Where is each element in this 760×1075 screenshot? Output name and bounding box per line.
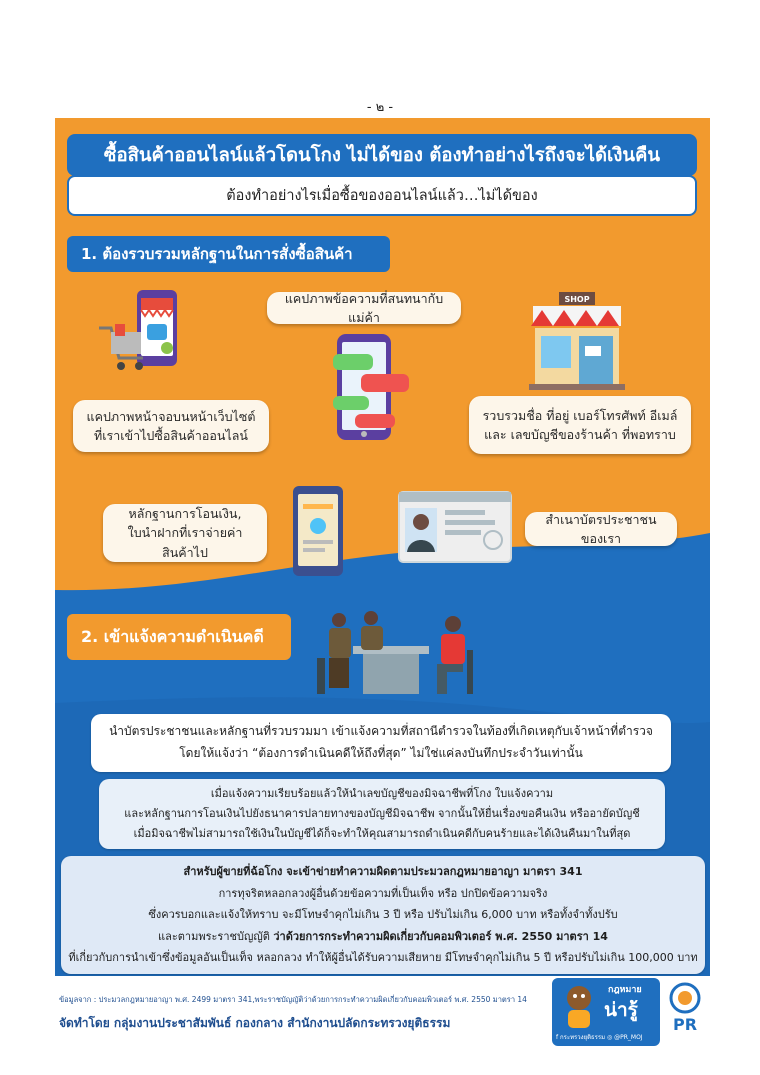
- page-number: - ๒ -: [366, 100, 394, 115]
- transfer-line2: ใบนำฝากที่เราจ่ายค่าสินค้าไป: [127, 525, 243, 560]
- transfer-line1: หลักฐานการโอนเงิน,: [128, 505, 242, 521]
- report-instruction-box: [91, 714, 671, 772]
- legal-penalty-line4-bold: ว่าด้วยการกระทำความผิดเกี่ยวกับคอมพิวเตอร์ พ.ศ. 2550 มาตรา 14: [273, 929, 608, 943]
- poster-footer: [55, 976, 710, 1046]
- chat-phone-icon: [325, 332, 425, 444]
- shop-info-line2: และ เลขบัญชีของร้านค้า ที่พอทราบ: [484, 427, 676, 442]
- id-card-icon: [397, 490, 513, 564]
- legal-penalty-line5: ที่เกี่ยวกับการนำเข้าซึ่งข้อมูลอันเป็นเท็จ หลอกลวง ทำให้ผู้อื่นได้รับความเสียหาย มีโทษจำคุกไม่เกิน 5 ปี หรือปรับไม่เกิน 100,000 บาท: [68, 951, 698, 965]
- capture-chat-card: [267, 292, 461, 324]
- legal-penalty-line4: [68, 926, 697, 947]
- legal-penalty-box: [61, 856, 705, 974]
- legal-penalty-line3: ซึ่งควรบอกและแจ้งให้ทราบ จะมีโทษจำคุกไม่เกิน 3 ปี หรือ ปรับไม่เกิน 6,000 บาท หรือทั้งจำทั้งปรับ: [148, 908, 618, 922]
- logo-main-text: น่ารู้: [604, 999, 638, 1021]
- shopping-phone-icon: [97, 288, 192, 388]
- shop-info-line1: รวบรวมชื่อ ที่อยู่ เบอร์โทรศัพท์ อีเมล์: [482, 407, 678, 423]
- infographic-poster: [55, 118, 710, 1046]
- report-instruction-line2: โดยให้แจ้งว่า “ต้องการดำเนินคดีให้ถึงที่สุด” ไม่ใช่แค่ลงบันทึกประจำวันเท่านั้น: [179, 746, 583, 760]
- id-copy-text: สำเนาบัตรประชาชนของเรา: [545, 511, 657, 546]
- section2-heading: 2. เข้าแจ้งความดำเนินคดี: [67, 614, 291, 660]
- transfer-proof-card: [103, 504, 267, 562]
- organization-credit: จัดทำโดย กลุ่มงานประชาสัมพันธ์ กองกลาง สำนักงานปลัดกระทรวงยุติธรรม: [59, 1016, 451, 1030]
- shop-building-icon: [525, 290, 629, 394]
- refund-instruction-line2: และหลักฐานการโอนเงินไปยังธนาคารปลายทางของบัญชีมิจฉาชีพ จากนั้นให้ยื่นเรื่องขอคืนเงิน หรืออายัดบัญชี: [124, 807, 640, 821]
- capture-web-card: [73, 400, 269, 452]
- section1-heading: 1. ต้องรวบรวมหลักฐานในการสั่งซื้อสินค้า: [67, 236, 390, 272]
- refund-instruction-box: [99, 779, 665, 849]
- poster-title: ซื้อสินค้าออนไลน์แล้วโดนโกง ไม่ได้ของ ต้องทำอย่างไรถึงจะได้เงินคืน: [67, 134, 697, 176]
- legal-penalty-line1: สำหรับผู้ขายที่ฉ้อโกง จะเข้าข่ายทำความผิดตามประมวลกฎหมายอาญา มาตรา 341: [183, 865, 583, 879]
- capture-web-line2: ที่เราเข้าไปซื้อสินค้าออนไลน์: [94, 428, 248, 443]
- refund-instruction-line1: เมื่อแจ้งความเรียบร้อยแล้วให้นำเลขบัญชีของมิจฉาชีพที่โกง ใบแจ้งความ: [210, 787, 554, 801]
- source-credit: ข้อมูลจาก : ประมวลกฎหมายอาญา พ.ศ. 2499 มาตรา 341,พระราชบัญญัติว่าด้วยการกระทำความผิดเกี่ยวกับคอมพิวเตอร์ พ.ศ. 2550 มาตรา 14: [59, 995, 527, 1004]
- refund-instruction-line3: เมื่อมิจฉาชีพไม่สามารถใช้เงินในบัญชีได้ก็จะทำให้คุณสามารถดำเนินคดีกับคนร้ายและได้เงินคืนมาในที่สุด: [133, 826, 631, 840]
- id-copy-card: [525, 512, 677, 546]
- report-instruction-line1: นำบัตรประชาชนและหลักฐานที่รวบรวมมา เข้าแจ้งความที่สถานีตำรวจในท้องที่เกิดเหตุกับเจ้าหน้าที่ตำรวจ: [109, 724, 653, 739]
- legal-penalty-line4-prefix: และตามพระราชบัญญัติ: [158, 929, 270, 943]
- pr-department-logo: [661, 978, 709, 1046]
- police-report-scene-icon: [317, 606, 477, 698]
- shop-info-card: [469, 396, 691, 454]
- logo-top-text: กฎหมาย: [608, 985, 642, 995]
- shop-sign-text: SHOP: [564, 295, 590, 304]
- pr-logo-text: PR: [672, 1015, 698, 1034]
- transfer-phone-icon: [291, 484, 347, 580]
- mascot-icon: [556, 982, 602, 1030]
- logo-social-text: f กระทรวงยุติธรรม ◎ @PR_MOJ: [556, 1034, 643, 1041]
- legal-penalty-line2: การทุจริตหลอกลวงผู้อื่นด้วยข้อความที่เป็นเท็จ หรือ ปกปิดข้อความจริง: [218, 886, 548, 900]
- capture-web-line1: แคปภาพหน้าจอบนหน้าเว็บไซต์: [86, 408, 256, 424]
- capture-chat-text: แคปภาพข้อความที่สนทนากับแม่ค้า: [284, 290, 444, 325]
- law-knowledge-logo: [552, 978, 660, 1046]
- poster-subtitle: ต้องทำอย่างไรเมื่อซื้อของออนไลน์แล้ว…ไม่ได้ของ: [67, 175, 697, 216]
